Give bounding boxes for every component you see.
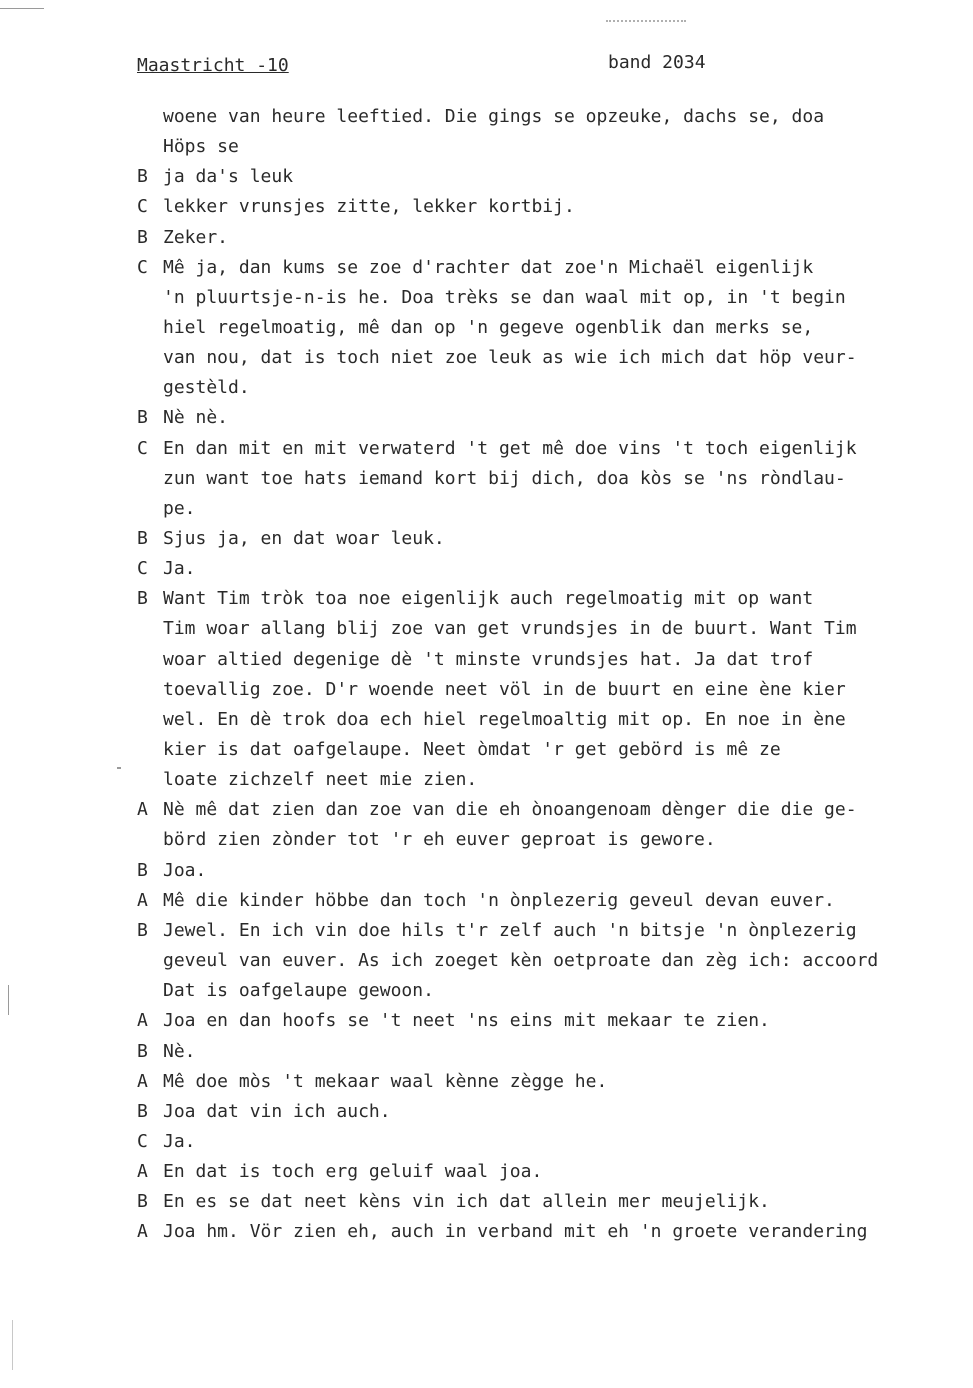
page-header-title <box>137 54 289 78</box>
text-line: Mê ja, dan kums se zoe d'rachter dat zoe'n Michaël eigenlijk <box>163 256 814 278</box>
text-line: gestèld. <box>163 377 250 399</box>
text-line: kier is dat oafgelaupe. Neet òmdat 'r get gebörd is mê ze <box>163 739 781 761</box>
transcript-turn <box>137 1127 973 1157</box>
turn-text <box>163 916 973 1006</box>
turn-text <box>163 1127 973 1157</box>
scan-dots-top-right <box>606 20 686 24</box>
text-line: pe. <box>163 497 196 519</box>
transcript-turn <box>137 1006 973 1036</box>
transcript-turn <box>137 434 973 524</box>
transcript-turn <box>137 554 973 584</box>
text-line: Höps se <box>163 136 239 158</box>
turn-text <box>163 223 973 253</box>
text-line: Nè mê dat zien dan zoe van die eh ònoangenoam dènger die die ge- <box>163 799 857 821</box>
transcript-turn <box>137 1217 973 1247</box>
scan-mark-top-left <box>0 8 44 9</box>
turn-text <box>163 1006 973 1036</box>
transcript-turn <box>137 1187 973 1217</box>
text-line: Joa dat vin ich auch. <box>163 1100 391 1122</box>
text-line: van nou, dat is toch niet zoe leuk as wie ich mich dat höp veur- <box>163 347 857 369</box>
text-line: woar altied degenige dè 't minste vrundsjes hat. Ja dat trof <box>163 648 814 670</box>
scan-mark-left-edge-bottom <box>12 1320 13 1370</box>
text-line: hiel regelmoatig, mê dan op 'n gegeve ogenblik dan merks se, <box>163 317 814 339</box>
speaker-label: A <box>137 1010 148 1032</box>
transcript-turn <box>137 1157 973 1187</box>
turn-text <box>163 1217 973 1247</box>
speaker-label: B <box>137 166 148 188</box>
text-line: Mê die kinder höbbe dan toch 'n ònplezerig geveul devan euver. <box>163 889 835 911</box>
transcript-turn <box>137 916 973 1006</box>
speaker-label: B <box>137 1191 148 1213</box>
text-line: En dat is toch erg geluif waal joa. <box>163 1161 543 1183</box>
text-line: geveul van euver. As ich zoeget kèn oetproate dan zèg ich: accoord <box>163 950 879 972</box>
speaker-label: A <box>137 1161 148 1183</box>
text-line: zun want toe hats iemand kort bij dich, doa kòs se 'ns ròndlau- <box>163 467 846 489</box>
speaker-label: B <box>137 1040 148 1062</box>
turn-text <box>163 1097 973 1127</box>
text-line: Ja. <box>163 1130 196 1152</box>
turn-text <box>163 524 973 554</box>
text-line: Nè nè. <box>163 407 229 429</box>
speaker-label: B <box>137 226 148 248</box>
speaker-label: C <box>137 196 148 218</box>
turn-text <box>163 253 973 404</box>
text-line: Jewel. En ich vin doe hils t'r zelf auch 'n bitsje 'n ònplezerig <box>163 919 857 941</box>
scan-tick-left <box>117 767 121 769</box>
speaker-label: B <box>137 1100 148 1122</box>
text-line: loate zichzelf neet mie zien. <box>163 769 478 791</box>
text-line: Joa en dan hoofs se 't neet 'ns eins mit mekaar te zien. <box>163 1010 770 1032</box>
turn-text <box>163 1037 973 1067</box>
turn-text <box>163 192 973 222</box>
transcript-turn <box>137 102 973 162</box>
text-line: Zeker. <box>163 226 229 248</box>
transcript-turn <box>137 584 973 795</box>
text-line: Mê doe mòs 't mekaar waal kènne zègge he. <box>163 1070 608 1092</box>
speaker-label: B <box>137 588 148 610</box>
speaker-label: A <box>137 799 148 821</box>
text-line: En dan mit en mit verwaterd 't get mê doe vins 't toch eigenlijk <box>163 437 857 459</box>
transcript-turn <box>137 856 973 886</box>
text-line: Joa. <box>163 859 207 881</box>
text-line: woene van heure leeftied. Die gings se opzeuke, dachs se, doa <box>163 106 825 127</box>
transcript-turn <box>137 162 973 192</box>
turn-text <box>163 584 973 795</box>
text-line: Dat is oafgelaupe gewoon. <box>163 980 434 1002</box>
speaker-label: B <box>137 528 148 550</box>
transcript-body <box>137 102 973 1248</box>
turn-text <box>163 162 973 192</box>
text-line: wel. En dè trok doa ech hiel regelmoaltig mit op. En noe in ène <box>163 708 846 730</box>
page-header-band: band 2034 <box>608 52 706 73</box>
speaker-label: B <box>137 919 148 941</box>
text-line: Ja. <box>163 558 196 580</box>
turn-text <box>163 886 973 916</box>
text-line: Nè. <box>163 1040 196 1062</box>
transcript-turn <box>137 1037 973 1067</box>
turn-text <box>163 795 973 855</box>
transcript-turn <box>137 403 973 433</box>
scan-mark-left-edge <box>8 985 9 1015</box>
turn-text <box>163 102 973 162</box>
transcript-turn <box>137 795 973 855</box>
transcript-turn <box>137 1067 973 1097</box>
speaker-label: A <box>137 889 148 911</box>
turn-text <box>163 856 973 886</box>
transcript-turn <box>137 223 973 253</box>
turn-text <box>163 403 973 433</box>
text-line: lekker vrunsjes zitte, lekker kortbij. <box>163 196 575 218</box>
transcript-turn <box>137 886 973 916</box>
text-line: 'n pluurtsje-n-is he. Doa trèks se dan waal mit op, in 't begin <box>163 286 846 308</box>
speaker-label: C <box>137 437 148 459</box>
turn-text <box>163 1187 973 1217</box>
text-line: Joa hm. Vör zien eh, auch in verband mit eh 'n groete verandering <box>163 1221 868 1243</box>
transcript-turn <box>137 1097 973 1127</box>
transcript-turn <box>137 253 973 404</box>
text-line: Tim woar allang blij zoe van get vrundsjes in de buurt. Want Tim <box>163 618 857 640</box>
text-line: Want Tim tròk toa noe eigenlijk auch regelmoatig mit op want <box>163 588 814 610</box>
turn-text <box>163 1157 973 1187</box>
turn-text <box>163 554 973 584</box>
header-title-text: Maastricht -10 <box>137 55 289 76</box>
text-line: ja da's leuk <box>163 166 294 188</box>
transcript-turn <box>137 524 973 554</box>
speaker-label: B <box>137 407 148 429</box>
transcript-turn <box>137 192 973 222</box>
speaker-label: A <box>137 1221 148 1243</box>
speaker-label: C <box>137 1130 148 1152</box>
text-line: toevallig zoe. D'r woende neet völ in de buurt en eine ène kier <box>163 678 846 700</box>
speaker-label: B <box>137 859 148 881</box>
speaker-label: C <box>137 256 148 278</box>
turn-text <box>163 434 973 524</box>
speaker-label: C <box>137 558 148 580</box>
text-line: Sjus ja, en dat woar leuk. <box>163 528 445 550</box>
text-line: En es se dat neet kèns vin ich dat allein mer meujelijk. <box>163 1191 770 1213</box>
text-line: börd zien zònder tot 'r eh euver geproat is gewore. <box>163 829 716 851</box>
turn-text <box>163 1067 973 1097</box>
speaker-label: A <box>137 1070 148 1092</box>
